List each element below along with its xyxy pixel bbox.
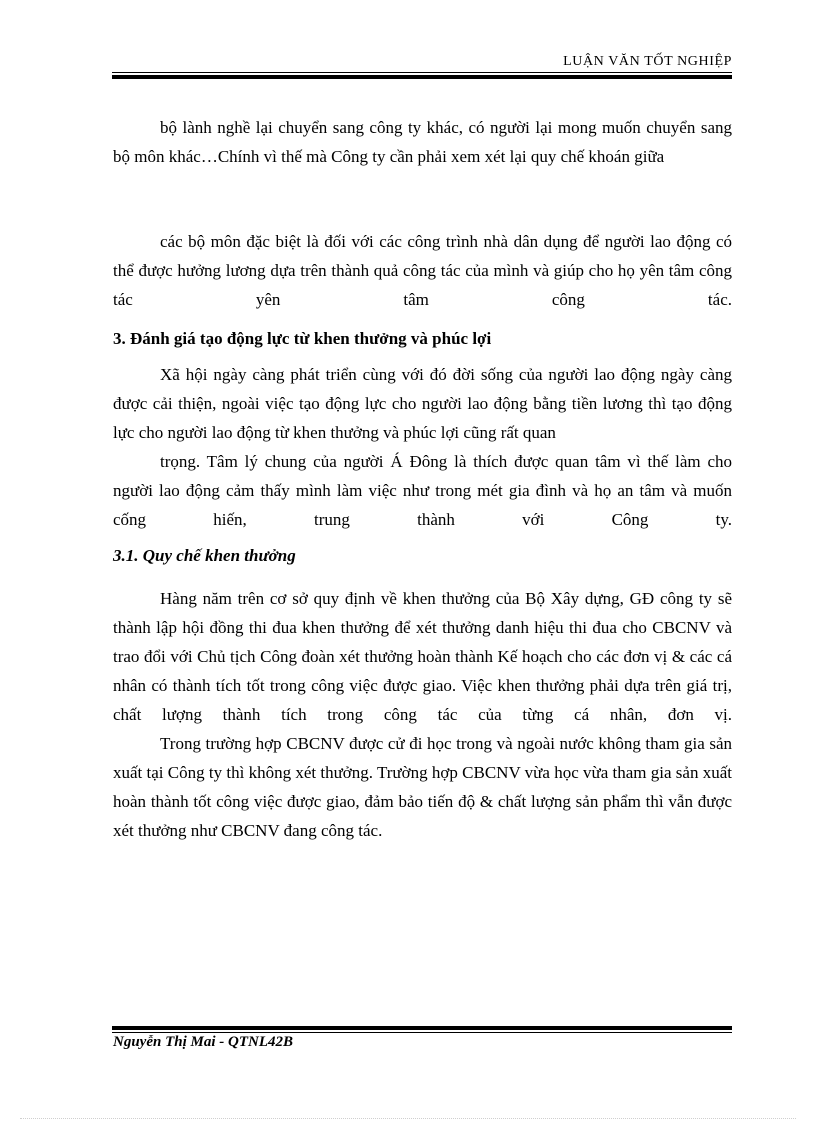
body-text-block-2	[113, 227, 732, 845]
paragraph-3: Xã hội ngày càng phát triển cùng với đó đời sống của người lao động ngày càng được cải thiện, ngoài việc tạo động lực cho người lao động bằng tiền lương thì tạo động lực cho người lao động từ khen thưởng và phúc lợi cũng rất quan	[113, 365, 732, 442]
paragraph-4: trọng. Tâm lý chung của người Á Đông là thích được quan tâm vì thế làm cho người lao động cảm thấy mình làm việc như trong mét gia đình và họ an tâm và muốn cống hiến, trung thành với Công ty.	[113, 452, 732, 529]
subsection-heading-3-1: 3.1. Quy chế khen thưởng	[113, 546, 296, 565]
running-header-title: LUẬN VĂN TỐT NGHIỆP	[563, 54, 732, 69]
paragraph-6: Trong trường hợp CBCNV được cử đi học trong và ngoài nước không tham gia sản xuất tại Công ty thì không xét thưởng. Trường hợp CBCNV vừa học vừa tham gia sản xuất hoàn thành tốt công việc được giao, đảm bảo tiến độ & chất lượng sản phẩm thì vẫn được xét thưởng như CBCNV đang công tác.	[113, 734, 732, 840]
footer-rule-thick	[112, 1026, 732, 1030]
section-heading-3: 3. Đánh giá tạo động lực từ khen thưởng và phúc lợi	[113, 329, 492, 348]
footer-author: Nguyễn Thị Mai - QTNL42B	[113, 1034, 293, 1050]
header-rule-thin	[112, 72, 732, 73]
paragraph-2: các bộ môn đặc biệt là đối với các công trình nhà dân dụng để người lao động có thể được hưởng lương dựa trên thành quả công tác của mình và giúp cho họ yên tâm công tác yên tâm công tác.	[113, 232, 732, 309]
footer-rule-thin	[112, 1032, 732, 1033]
paragraph-1: bộ lành nghề lại chuyển sang công ty khác, có người lại mong muốn chuyển sang bộ môn khác…Chính vì thế mà Công ty cần phải xem xét lại quy chế khoán giữa	[113, 118, 732, 166]
header-rule-thick	[112, 75, 732, 79]
page-bottom-dotted-line	[20, 1118, 796, 1119]
paragraph-5: Hàng năm trên cơ sở quy định về khen thưởng của Bộ Xây dựng, GĐ công ty sẽ thành lập hội đồng thi đua khen thưởng để xét thưởng danh hiệu thi đua cho CBCNV và trao đổi với Chủ tịch Công đoàn xét thưởng hoàn thành Kế hoạch cho các đơn vị & các cá nhân có thành tích tốt trong công việc được giao. Việc khen thưởng phải dựa trên giá trị, chất lượng thành tích trong công tác của từng cá nhân, đơn vị.	[113, 589, 732, 724]
body-text-block-1	[113, 113, 732, 171]
